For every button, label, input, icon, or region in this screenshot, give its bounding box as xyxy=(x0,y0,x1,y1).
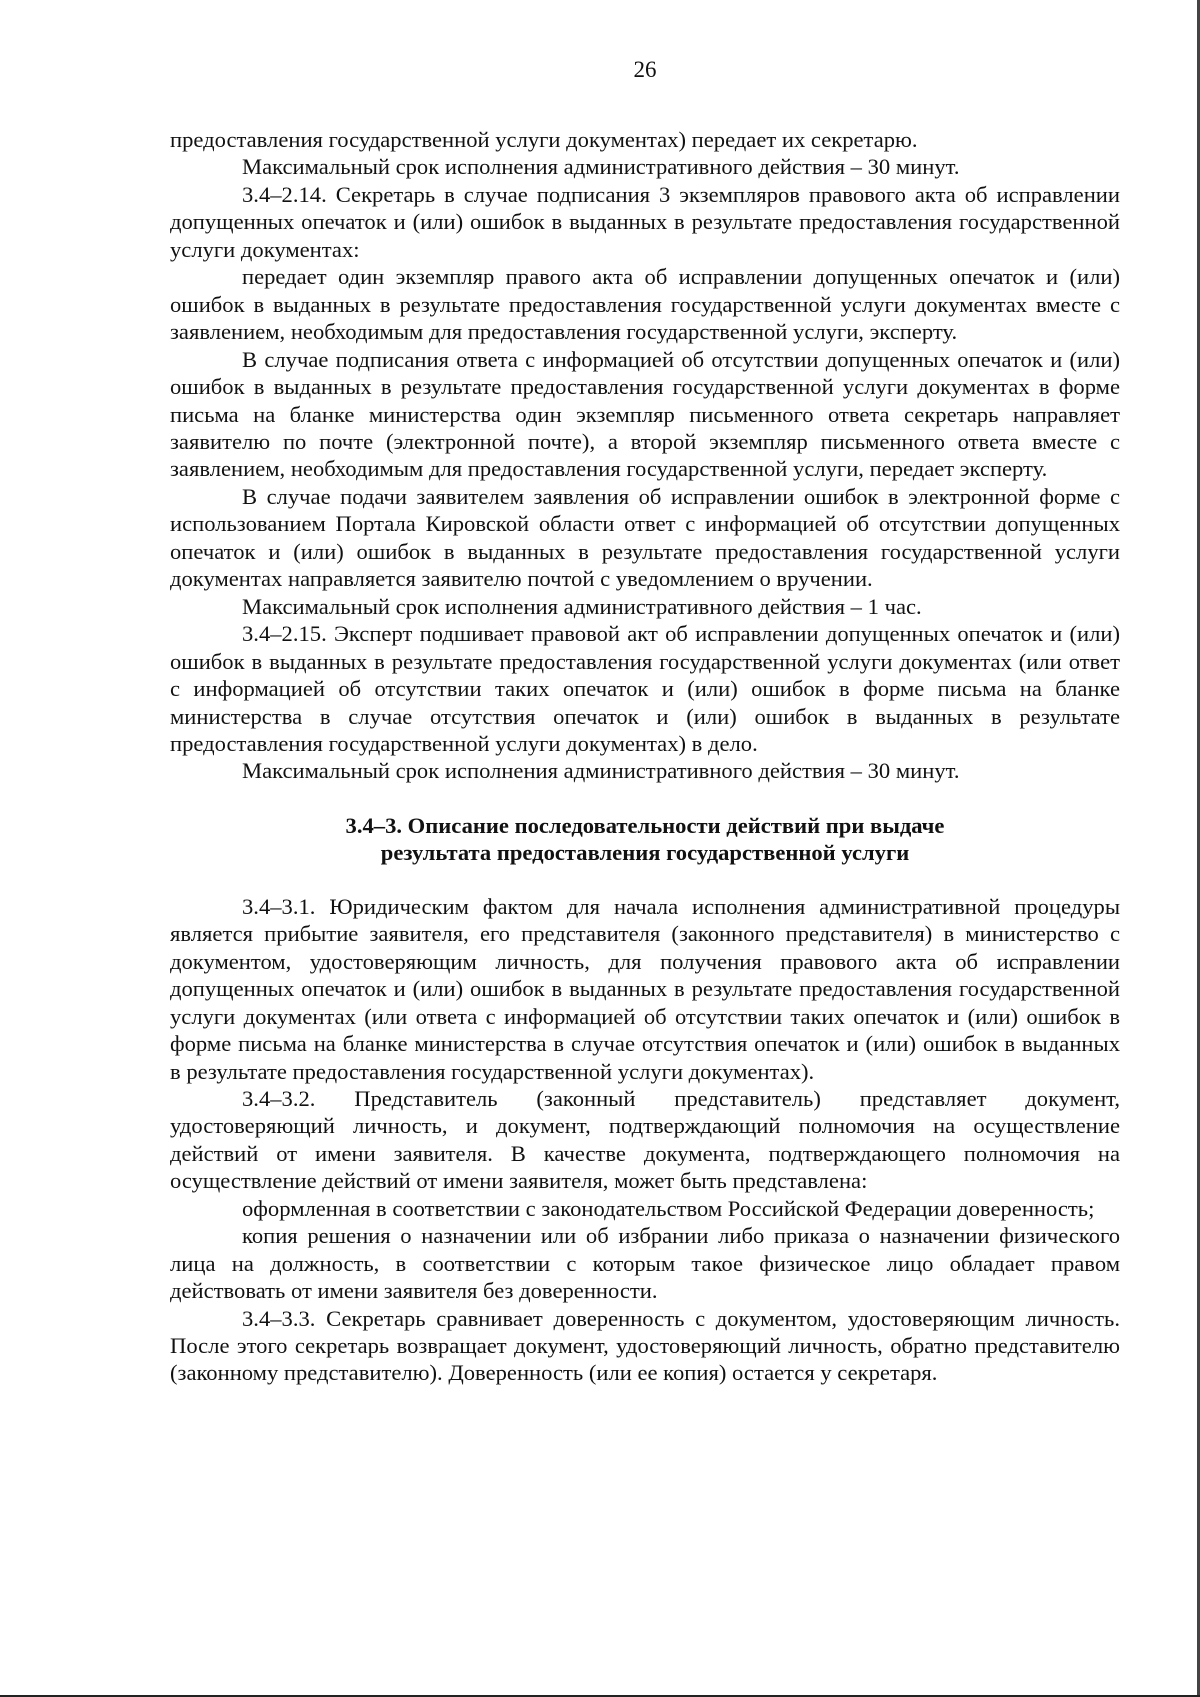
paragraph-transfers-copy: передает один экземпляр правого акта об исправлении допущенных опечаток и (или) ошибок в выданных в результате предоставления государственной услуги документах вместе с заявлением, необходимым для предоставления государственной услуги, эксперту. xyxy=(170,264,1120,345)
document-body xyxy=(170,126,1120,1387)
section-heading-line-2: результата предоставления государственной услуги xyxy=(380,840,910,866)
paragraph-power-of-attorney: оформленная в соответствии с законодательством Российской Федерации доверенность; xyxy=(242,1195,1095,1221)
paragraph-decision-copy: копия решения о назначении или об избрании либо приказа о назначении физического лица на должность, в соответствии с которым такое физическое лицо обладает правом действовать от имени заявителя без доверенности. xyxy=(170,1223,1120,1304)
section-heading xyxy=(170,812,1120,867)
paragraph-max-time-1: Максимальный срок исполнения административного действия – 30 минут. xyxy=(242,154,960,180)
paragraph-3-4-2-14: 3.4–2.14. Секретарь в случае подписания 3 экземпляров правового акта об исправлении допущенных опечаток и (или) ошибок в выданных в результате предоставления государственной услуги документах: xyxy=(170,181,1120,262)
paragraph-max-time-2: Максимальный срок исполнения административного действия – 1 час. xyxy=(242,593,922,619)
paragraph-response-signing: В случае подписания ответа с информацией об отсутствии допущенных опечаток и (или) ошибок в выданных в результате предоставления государственной услуги документах в форме письма на бланке министерства один экземпляр письменного ответа секретарь направляет заявителю по почте (электронной почте), а второй экземпляр письменного ответа вместе с заявлением, необходимым для предоставления государственной услуги, передает эксперту. xyxy=(170,346,1120,482)
paragraph-electronic-submission: В случае подачи заявителем заявления об исправлении ошибок в электронной форме с использованием Портала Кировской области ответ с информацией об отсутствии допущенных опечаток и (или) ошибок в выданных в результате предоставления государственной услуги документах направляется заявителю почтой с уведомлением о вручении. xyxy=(170,483,1120,592)
paragraph-3-4-3-3: 3.4–3.3. Секретарь сравнивает доверенность с документом, удостоверяющим личность. После этого секретарь возвращает документ, удостоверяющий личность, обратно представителю (законному представителю). Доверенность (или ее копия) остается у секретаря. xyxy=(170,1305,1120,1386)
page-number: 26 xyxy=(633,57,657,82)
paragraph-3-4-3-1: 3.4–3.1. Юридическим фактом для начала исполнения административной процедуры является прибытие заявителя, его представителя (законного представителя) в министерство с документом, удостоверяющим личность, для получения правового акта об исправлении допущенных опечаток и (или) ошибок в выданных в результате предоставления государственной услуги документах (или ответа с информацией об отсутствии таких опечаток и (или) ошибок в форме письма на бланке министерства в случае отсутствия опечаток и (или) ошибок в выданных в результате предоставления государственной услуги документах). xyxy=(170,893,1120,1084)
paragraph-3-4-3-2: 3.4–3.2. Представитель (законный представитель) представляет документ, удостоверяющий личность, и документ, подтверждающий полномочия на осуществление действий от имени заявителя. В качестве документа, подтверждающего полномочия на осуществление действий от имени заявителя, может быть представлена: xyxy=(170,1085,1120,1194)
section-heading-line-1: 3.4–3. Описание последовательности действий при выдаче xyxy=(345,812,945,838)
paragraph-continuation: предоставления государственной услуги документах) передает их секретарю. xyxy=(170,127,918,152)
paragraph-max-time-3: Максимальный срок исполнения административного действия – 30 минут. xyxy=(242,758,960,784)
paragraph-3-4-2-15: 3.4–2.15. Эксперт подшивает правовой акт об исправлении допущенных опечаток и (или) ошибок в выданных в результате предоставления государственной услуги документах (или ответ с информацией об отсутствии таких опечаток и (или) ошибок в форме письма на бланке министерства в случае отсутствия опечаток и (или) ошибок в выданных в результате предоставления государственной услуги документах) в дело. xyxy=(170,621,1120,756)
